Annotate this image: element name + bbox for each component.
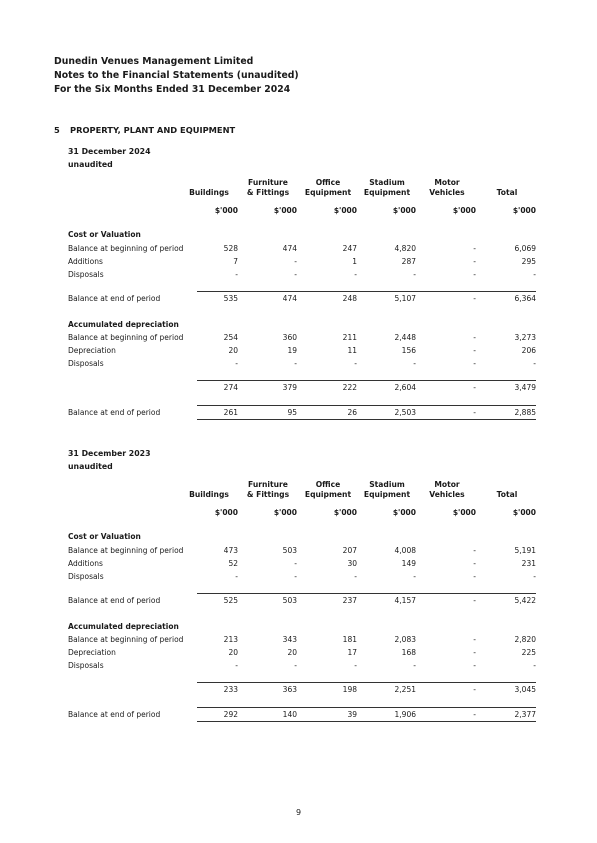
total-rule-bottom: [197, 419, 536, 420]
row-label: Balance at beginning of period: [68, 635, 184, 644]
column-header-line2: Total: [496, 490, 518, 499]
cost-total-label: Balance at end of period: [68, 294, 161, 303]
depreciation-row-value: -: [473, 648, 476, 657]
column-header-line2: Buildings: [189, 490, 229, 499]
cost-total-value: 4,157: [394, 596, 416, 605]
depreciation-row-value: 168: [401, 648, 416, 657]
row-label: Disposals: [68, 661, 104, 670]
column-header-line2: Equipment: [363, 188, 411, 197]
column-header-line2: & Fittings: [246, 188, 290, 197]
column-header-line1: [176, 178, 242, 188]
cost-row-value: 231: [521, 559, 536, 568]
depreciation-row-value: 156: [401, 346, 416, 355]
unit-label: $'000: [452, 508, 476, 517]
net-balance-value: 140: [282, 710, 297, 719]
cost-row-value: -: [533, 270, 536, 279]
depreciation-row-value: 20: [228, 648, 238, 657]
depreciation-heading: Accumulated depreciation: [68, 320, 179, 329]
depreciation-row-value: 17: [347, 648, 357, 657]
unit-label: $'000: [214, 508, 238, 517]
cost-heading: Cost or Valuation: [68, 230, 141, 239]
unit-label: $'000: [273, 508, 297, 517]
company-name: Dunedin Venues Management Limited: [54, 56, 254, 67]
column-header-line1: Stadium: [369, 178, 405, 187]
cost-row-value: 4,820: [394, 244, 416, 253]
depreciation-row-value: -: [473, 635, 476, 644]
column-header-line2: Buildings: [189, 188, 229, 197]
net-balance-label: Balance at end of period: [68, 710, 161, 719]
period-title: For the Six Months Ended 31 December 2024: [54, 84, 291, 95]
column-header-line1: Motor: [434, 480, 460, 489]
depreciation-row-value: 206: [521, 346, 536, 355]
depreciation-row-value: 343: [282, 635, 297, 644]
cost-row-value: 247: [342, 244, 357, 253]
row-label: Balance at beginning of period: [68, 546, 184, 555]
column-header-line2: Total: [496, 188, 518, 197]
cost-row-value: -: [235, 572, 238, 581]
cost-row-value: -: [294, 572, 297, 581]
depreciation-row-value: 20: [287, 648, 297, 657]
net-balance-value: 2,503: [394, 408, 416, 417]
cost-row-value: -: [413, 270, 416, 279]
net-balance-value: 2,377: [514, 710, 536, 719]
depreciation-row-value: -: [473, 346, 476, 355]
unit-label: $'000: [214, 206, 238, 215]
depreciation-row-value: 360: [282, 333, 297, 342]
net-balance-value: -: [473, 408, 476, 417]
table-status: unaudited: [68, 160, 113, 169]
depreciation-total-value: 222: [342, 383, 357, 392]
depreciation-heading: Accumulated depreciation: [68, 622, 179, 631]
cost-row-value: 207: [342, 546, 357, 555]
column-header-line1: Office: [315, 480, 341, 489]
cost-heading: Cost or Valuation: [68, 532, 141, 541]
subtotal-rule: [197, 593, 536, 594]
cost-row-value: -: [473, 257, 476, 266]
depreciation-row-value: -: [473, 333, 476, 342]
cost-total-value: 525: [223, 596, 238, 605]
depreciation-row-value: 213: [223, 635, 238, 644]
section-title: PROPERTY, PLANT AND EQUIPMENT: [70, 125, 236, 135]
depreciation-row-value: -: [354, 359, 357, 368]
depreciation-row-value: 11: [347, 346, 357, 355]
depreciation-row-value: 3,273: [514, 333, 536, 342]
cost-row-value: 528: [223, 244, 238, 253]
depreciation-row-value: -: [235, 359, 238, 368]
section-heading: [54, 125, 235, 135]
column-header: [474, 480, 540, 500]
net-balance-value: -: [473, 710, 476, 719]
depreciation-row-value: -: [294, 359, 297, 368]
cost-row-value: -: [473, 546, 476, 555]
row-label: Disposals: [68, 270, 104, 279]
cost-total-label: Balance at end of period: [68, 596, 161, 605]
unit-label: $'000: [512, 206, 536, 215]
depreciation-row-value: 181: [342, 635, 357, 644]
depreciation-row-value: 225: [521, 648, 536, 657]
cost-row-value: -: [473, 572, 476, 581]
depreciation-total-value: 233: [223, 685, 238, 694]
depreciation-row-value: -: [354, 661, 357, 670]
column-header-line2: Vehicles: [429, 188, 465, 197]
depreciation-total-value: 274: [223, 383, 238, 392]
depreciation-row-value: 211: [342, 333, 357, 342]
cost-row-value: -: [354, 572, 357, 581]
cost-total-value: 5,422: [514, 596, 536, 605]
page-number: 9: [295, 808, 302, 817]
depreciation-total-value: 2,251: [394, 685, 416, 694]
column-header: [414, 480, 480, 500]
row-label: Disposals: [68, 572, 104, 581]
column-header-line1: [474, 480, 540, 490]
cost-total-value: 248: [342, 294, 357, 303]
column-header-line2: Vehicles: [429, 490, 465, 499]
depreciation-total-value: -: [473, 383, 476, 392]
cost-total-value: 5,107: [394, 294, 416, 303]
cost-row-value: 7: [233, 257, 238, 266]
cost-row-value: 5,191: [514, 546, 536, 555]
net-balance-value: 2,885: [514, 408, 536, 417]
subtotal-rule: [197, 291, 536, 292]
depreciation-row-value: 2,083: [394, 635, 416, 644]
depreciation-row-value: -: [473, 359, 476, 368]
unit-label: $'000: [333, 206, 357, 215]
row-label: Balance at beginning of period: [68, 333, 184, 342]
depreciation-row-value: -: [294, 661, 297, 670]
net-balance-value: 261: [223, 408, 238, 417]
net-balance-label: Balance at end of period: [68, 408, 161, 417]
column-header-line2: Equipment: [304, 188, 352, 197]
cost-row-value: 52: [228, 559, 238, 568]
depreciation-row-value: 254: [223, 333, 238, 342]
net-balance-value: 39: [347, 710, 357, 719]
cost-row-value: 503: [282, 546, 297, 555]
depreciation-total-value: 3,479: [514, 383, 536, 392]
cost-row-value: 287: [401, 257, 416, 266]
net-balance-value: 95: [287, 408, 297, 417]
unit-label: $'000: [392, 508, 416, 517]
column-header: [235, 178, 301, 198]
column-header: [474, 178, 540, 198]
unit-label: $'000: [392, 206, 416, 215]
net-balance-value: 26: [347, 408, 357, 417]
cost-row-value: -: [413, 572, 416, 581]
depreciation-row-value: 2,448: [394, 333, 416, 342]
cost-row-value: -: [354, 270, 357, 279]
table-status: unaudited: [68, 462, 113, 471]
column-header-line1: Furniture: [248, 178, 288, 187]
cost-total-value: 535: [223, 294, 238, 303]
row-label: Balance at beginning of period: [68, 244, 184, 253]
column-header: [295, 480, 361, 500]
section-number: 5: [54, 125, 60, 135]
column-header-line1: Office: [315, 178, 341, 187]
cost-total-value: -: [473, 596, 476, 605]
cost-total-value: 6,364: [514, 294, 536, 303]
column-header-line2: & Fittings: [246, 490, 290, 499]
row-label: Depreciation: [68, 648, 116, 657]
depreciation-row-value: -: [413, 359, 416, 368]
column-header: [295, 178, 361, 198]
subtotal-rule: [197, 380, 536, 381]
unit-label: $'000: [273, 206, 297, 215]
table-date: 31 December 2024: [68, 147, 151, 156]
total-rule-top: [197, 707, 536, 708]
cost-row-value: -: [235, 270, 238, 279]
cost-row-value: -: [473, 559, 476, 568]
total-rule-bottom: [197, 721, 536, 722]
depreciation-row-value: 19: [287, 346, 297, 355]
column-header: [354, 178, 420, 198]
row-label: Additions: [68, 257, 103, 266]
depreciation-total-value: 2,604: [394, 383, 416, 392]
column-header-line2: Equipment: [363, 490, 411, 499]
depreciation-row-value: -: [235, 661, 238, 670]
depreciation-row-value: -: [473, 661, 476, 670]
cost-row-value: 473: [223, 546, 238, 555]
net-balance-value: 1,906: [394, 710, 416, 719]
subtotal-rule: [197, 682, 536, 683]
table-date: 31 December 2023: [68, 449, 151, 458]
depreciation-row-value: -: [413, 661, 416, 670]
column-header-line1: Motor: [434, 178, 460, 187]
cost-row-value: 6,069: [514, 244, 536, 253]
cost-total-value: 474: [282, 294, 297, 303]
depreciation-total-value: 363: [282, 685, 297, 694]
column-header: [235, 480, 301, 500]
unit-label: $'000: [512, 508, 536, 517]
column-header: [354, 480, 420, 500]
column-header: [176, 480, 242, 500]
depreciation-row-value: 2,820: [514, 635, 536, 644]
cost-total-value: 237: [342, 596, 357, 605]
unit-label: $'000: [333, 508, 357, 517]
column-header-line1: [176, 480, 242, 490]
depreciation-row-value: 20: [228, 346, 238, 355]
column-header-line1: [474, 178, 540, 188]
cost-row-value: -: [294, 257, 297, 266]
cost-total-value: 503: [282, 596, 297, 605]
cost-total-value: -: [473, 294, 476, 303]
depreciation-row-value: -: [533, 359, 536, 368]
cost-row-value: -: [294, 270, 297, 279]
column-header: [414, 178, 480, 198]
cost-row-value: -: [294, 559, 297, 568]
cost-row-value: 474: [282, 244, 297, 253]
notes-title: Notes to the Financial Statements (unaudited): [54, 70, 299, 81]
depreciation-total-value: 379: [282, 383, 297, 392]
unit-label: $'000: [452, 206, 476, 215]
cost-row-value: 30: [347, 559, 357, 568]
cost-row-value: 4,008: [394, 546, 416, 555]
depreciation-row-value: -: [533, 661, 536, 670]
row-label: Depreciation: [68, 346, 116, 355]
row-label: Additions: [68, 559, 103, 568]
row-label: Disposals: [68, 359, 104, 368]
column-header: [176, 178, 242, 198]
depreciation-total-value: -: [473, 685, 476, 694]
cost-row-value: 295: [521, 257, 536, 266]
cost-row-value: -: [473, 270, 476, 279]
depreciation-total-value: 3,045: [514, 685, 536, 694]
column-header-line1: Stadium: [369, 480, 405, 489]
depreciation-total-value: 198: [342, 685, 357, 694]
cost-row-value: -: [533, 572, 536, 581]
cost-row-value: -: [473, 244, 476, 253]
cost-row-value: 149: [401, 559, 416, 568]
total-rule-top: [197, 405, 536, 406]
column-header-line1: Furniture: [248, 480, 288, 489]
column-header-line2: Equipment: [304, 490, 352, 499]
cost-row-value: 1: [352, 257, 357, 266]
net-balance-value: 292: [223, 710, 238, 719]
